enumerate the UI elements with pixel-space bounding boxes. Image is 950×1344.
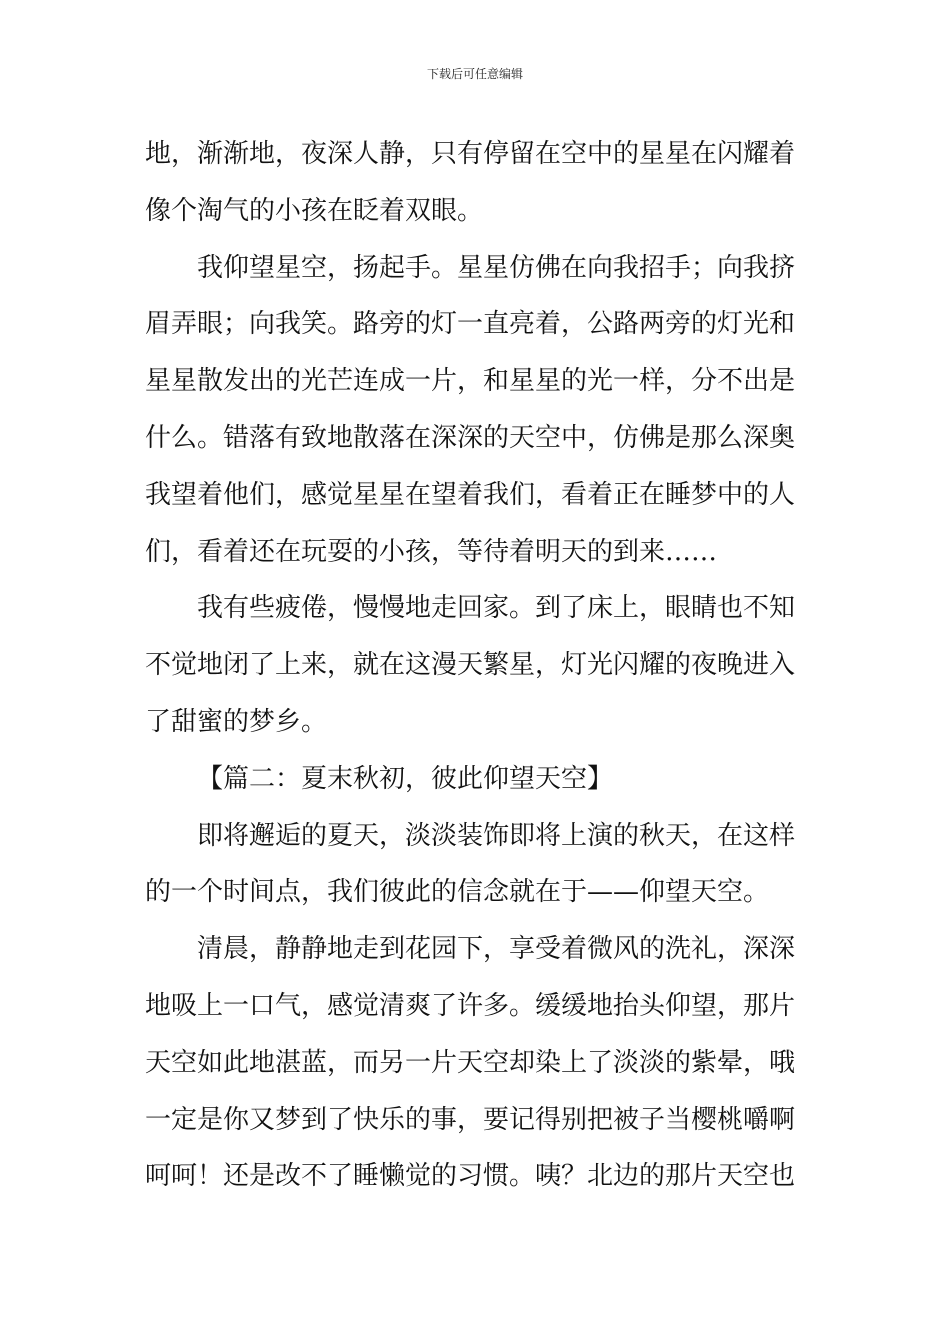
text-line: 不觉地闭了上来，就在这漫天繁星，灯光闪耀的夜晚进入	[145, 650, 796, 681]
text-line: 地吸上一口气，感觉清爽了许多。缓缓地抬头仰望，那片	[145, 990, 796, 1021]
text-line: 们，看着还在玩耍的小孩，等待着明天的到来……	[145, 536, 718, 567]
text-line: 即将邂逅的夏天，淡淡装饰即将上演的秋天，在这样	[197, 820, 796, 851]
page-header: 下载后可任意编辑	[426, 67, 523, 81]
text-line: 我有些疲倦，慢慢地走回家。到了床上，眼睛也不知	[197, 593, 796, 624]
text-line: 一定是你又梦到了快乐的事，要记得别把被子当樱桃嚼啊	[145, 1104, 796, 1135]
text-line: 了甜蜜的梦乡。	[145, 706, 328, 737]
text-line: 什么。错落有致地散落在深深的天空中，仿佛是那么深奥	[145, 422, 796, 453]
text-line: 呵呵！还是改不了睡懒觉的习惯。咦？北边的那片天空也	[145, 1161, 796, 1192]
text-line: 我仰望星空，扬起手。星星仿佛在向我招手；向我挤	[197, 252, 796, 283]
text-line: 像个淘气的小孩在眨着双眼。	[145, 195, 484, 226]
section-heading: 【篇二：夏末秋初，彼此仰望天空】	[197, 763, 614, 794]
text-line: 我望着他们，感觉星星在望着我们，看着正在睡梦中的人	[145, 479, 796, 510]
text-line: 的一个时间点，我们彼此的信念就在于——仰望天空。	[145, 877, 770, 908]
document-body	[145, 126, 810, 1205]
text-line: 星星散发出的光芒连成一片，和星星的光一样，分不出是	[145, 366, 796, 397]
text-line: 清晨，静静地走到花园下，享受着微风的洗礼，深深	[197, 934, 796, 965]
text-line: 地，渐渐地，夜深人静，只有停留在空中的星星在闪耀着	[145, 139, 796, 169]
text-line: 眉弄眼；向我笑。路旁的灯一直亮着，公路两旁的灯光和	[145, 309, 796, 340]
text-line: 天空如此地湛蓝，而另一片天空却染上了淡淡的紫晕，哦	[145, 1047, 796, 1078]
